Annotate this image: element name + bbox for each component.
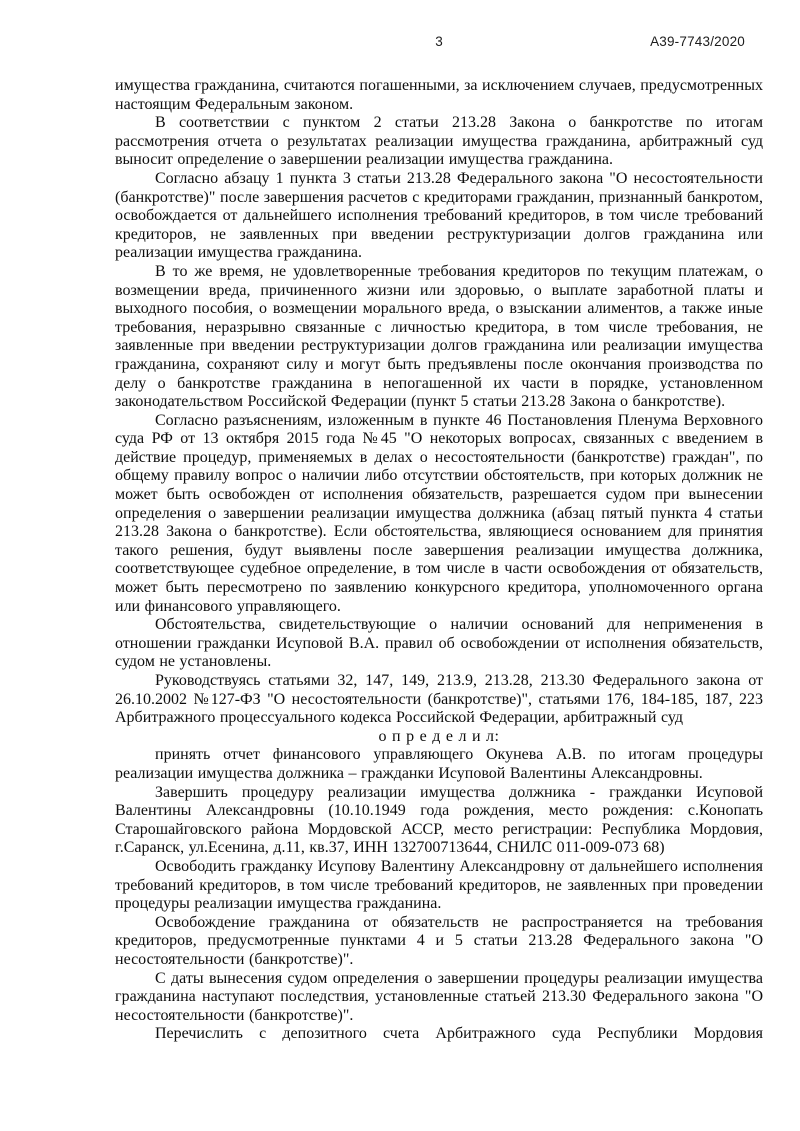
case-number: А39-7743/2020 xyxy=(650,34,745,49)
paragraph: Обстоятельства, свидетельствующие о наличии оснований для неприменения в отношении гражданки Исуповой В.А. правил об освобождении от исполнения обязательств, судом не установлены. xyxy=(115,616,763,671)
paragraph: принять отчет финансового управляющего Окунева А.В. по итогам процедуры реализации имущества должника – гражданки Исуповой Валентины Александровны. xyxy=(115,746,763,782)
document-body xyxy=(115,77,763,1044)
paragraph: В соответствии с пунктом 2 статьи 213.28 Закона о банкротстве по итогам рассмотрения отчета о результатах реализации имущества гражданина, арбитражный суд выносит определение о завершении реализации имущества гражданина. xyxy=(115,114,763,169)
paragraph: Освобождение гражданина от обязательств не распространяется на требования кредиторов, предусмотренные пунктами 4 и 5 статьи 213.28 Федерального закона "О несостоятельности (банкротстве)". xyxy=(115,913,763,968)
paragraph: Руководствуясь статьями 32, 147, 149, 213.9, 213.28, 213.30 Федерального закона от 26.10.2002 №127-ФЗ "О несостоятельности (банкротстве)", статьями 176, 184-185, 187, 223 Арбитражного процессуального кодекса Российской Федерации, арбитражный суд xyxy=(115,672,763,727)
paragraph: Согласно абзацу 1 пункта 3 статьи 213.28 Федерального закона "О несостоятельности (банкротстве)" после завершения расчетов с кредиторами гражданин, признанный банкротом, освобождается от дальнейшего исполнения требований кредиторов, в том числе требований кредиторов, не заявленных при введении реструктуризации долгов гражданина или реализации имущества гражданина. xyxy=(115,169,763,262)
page-header xyxy=(115,34,763,50)
paragraph: Согласно разъяснениям, изложенным в пункте 46 Постановления Пленума Верховного суда РФ от 13 октября 2015 года №45 "О некоторых вопросах, связанных с введением в действие процедур, применяемых в делах о несостоятельности (банкротстве) граждан", по общему правилу вопрос о наличии либо отсутствии обстоятельств, при которых должник не может быть освобожден от исполнения обязательств, разрешается судом при вынесении определения о завершении реализации имущества должника (абзац пятый пункта 4 статьи 213.28 Закона о банкротстве). Если обстоятельства, являющиеся основанием для принятия такого решения, будут выявлены после завершения реализации имущества должника, соответствующее судебное определение, в том числе в части освобождения от обязательств, может быть пересмотрено по заявлению конкурсного кредитора, уполномоченного органа или финансового управляющего. xyxy=(115,411,763,615)
paragraph: С даты вынесения судом определения о завершении процедуры реализации имущества гражданина наступают последствия, установленные статьей 213.30 Федерального закона "О несостоятельности (банкротстве)". xyxy=(115,969,763,1024)
paragraph-continues-next-page: Перечислить с депозитного счета Арбитражного суда Республики Мордовия xyxy=(155,1025,763,1043)
page-number: 3 xyxy=(435,34,443,49)
paragraph: Завершить процедуру реализации имущества должника - гражданки Исуповой Валентины Александровны (10.10.1949 года рождения, место рождения: с.Конопать Старошайговского района Мордовской АССР, место регистрации: Республика Мордовия, г.Саранск, ул.Есенина, д.11, кв.37, ИНН 132700713644, СНИЛС 011-009-073 68) xyxy=(115,783,763,857)
ruling-keyword: о п р е д е л и л: xyxy=(378,727,500,745)
paragraph: Освободить гражданку Исупову Валентину Александровну от дальнейшего исполнения требований кредиторов, в том числе требований кредиторов, не заявленных при проведении процедуры реализации имущества гражданина. xyxy=(115,857,763,913)
paragraph: В то же время, не удовлетворенные требования кредиторов по текущим платежам, о возмещении вреда, причиненного жизни или здоровью, о выплате заработной платы и выходного пособия, о возмещении морального вреда, о взыскании алиментов, а также иные требования, неразрывно связанные с личностью кредитора, в том числе требования, не заявленные при введении реструктуризации долгов гражданина или реализации имущества гражданина, сохраняют силу и могут быть предъявлены после окончания производства по делу о банкротстве гражданина в непогашенной их части в порядке, установленном законодательством Российской Федерации (пункт 5 статьи 213.28 Закона о банкротстве). xyxy=(115,262,763,411)
paragraph-continuation: имущества гражданина, считаются погашенными, за исключением случаев, предусмотренных настоящим Федеральным законом. xyxy=(115,77,763,113)
